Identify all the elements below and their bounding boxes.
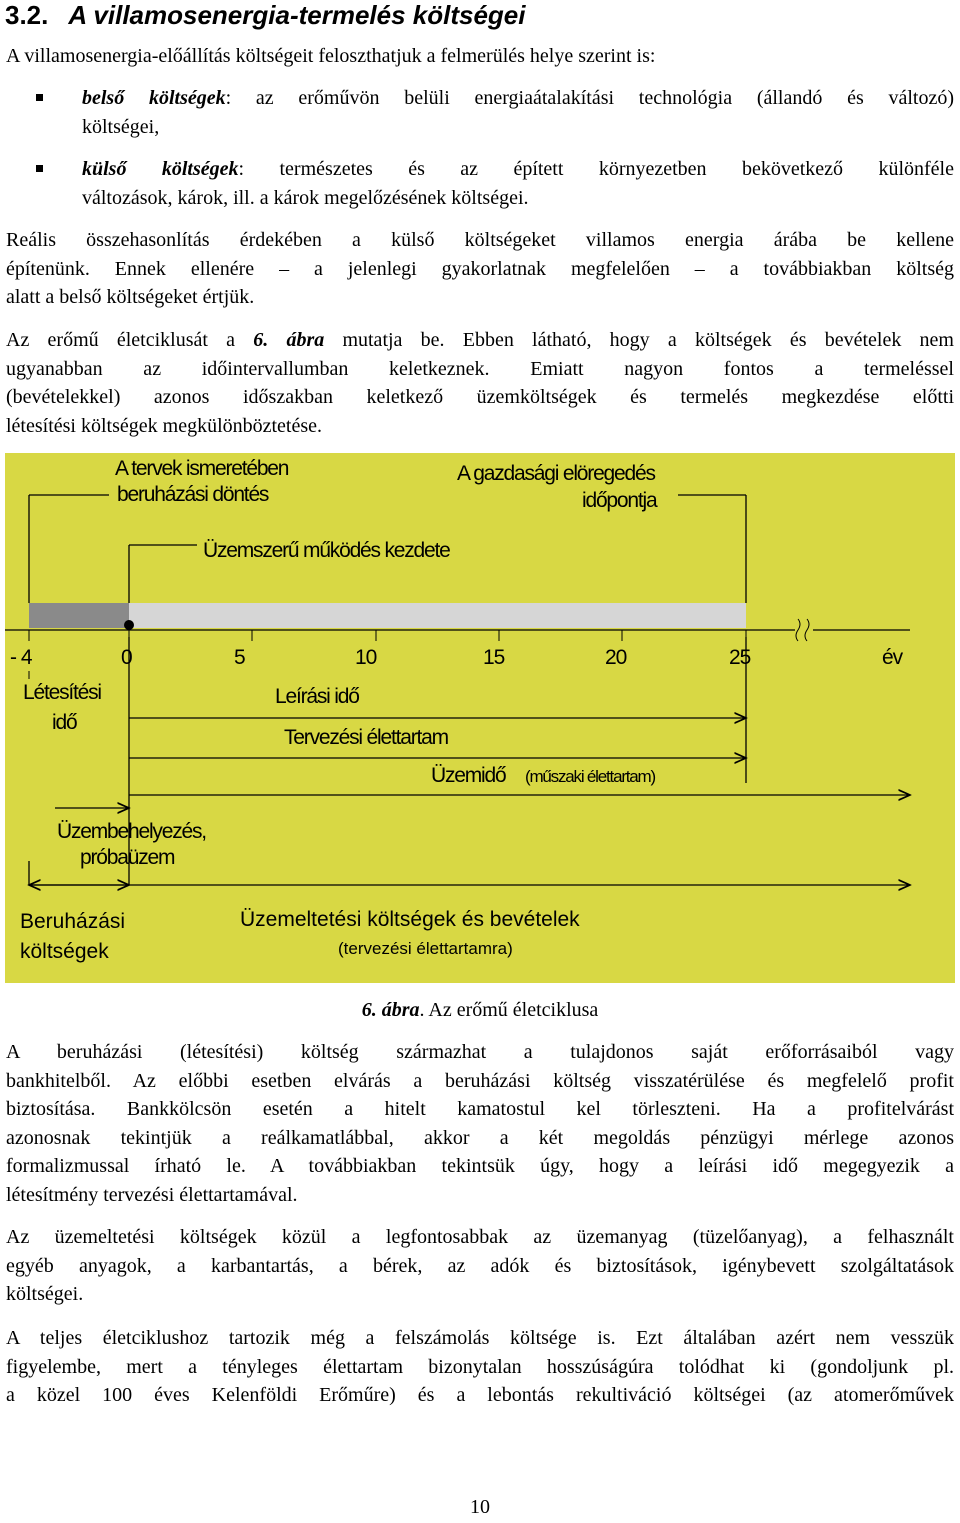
- label-investment-1: Beruházási: [20, 910, 126, 933]
- paragraph-external-costs: [6, 226, 954, 312]
- label-decision-1: A tervek ismeretében: [115, 457, 289, 480]
- text-line: építenünk. Ennek ellenére – a jelenlegi gyakorlatnak megfelelően – a továbbiakban költség: [6, 257, 954, 280]
- bullet-line: költségei,: [82, 115, 160, 138]
- text-fragment: Az erőmű életciklusát a: [6, 329, 254, 351]
- section-number: 3.2.: [5, 0, 49, 30]
- axis-break-icon: [796, 619, 809, 641]
- tick-label: 10: [355, 646, 377, 669]
- bullet-text: [82, 84, 954, 141]
- text-line: létesítési költségek megkülönböztetése.: [6, 414, 323, 437]
- tick-label-unit: év: [882, 646, 903, 669]
- label-decision-2: beruházási döntés: [117, 483, 269, 506]
- bar-operation: [129, 603, 746, 628]
- caption-text: . Az erőmű életciklusa: [419, 999, 599, 1021]
- section-title: A villamosenergia-termelés költségei: [68, 0, 526, 30]
- bullet-line: : természetes és az épített környezetben bekövetkező különféle: [238, 158, 954, 180]
- paragraph-operating-costs: [6, 1223, 954, 1309]
- text-line: egyéb anyagok, a karbantartás, a bérek, az adók és biztosítások, igénybevett szolgáltatások: [6, 1254, 954, 1277]
- text-fragment: mutatja be. Ebben látható, hogy a költségek és bevételek nem: [324, 329, 954, 351]
- tick-label: 0: [121, 646, 132, 669]
- text-line: (bevételekkel) azonos időszakban keletkező üzemköltségek és termelés megkezdése előtti: [6, 386, 954, 408]
- start-marker: [124, 620, 134, 630]
- label-operation-start: Üzemszerű működés kezdete: [203, 539, 450, 562]
- bullet-line: változások, károk, ill. a károk megelőzésének költségei.: [82, 186, 529, 209]
- text-line: bankhitelből. Az előbbi esetben elvárás a beruházási költség visszatérülése és megfelelő profit: [6, 1069, 954, 1092]
- bullet-term: belső költségek: [82, 87, 226, 109]
- paragraph-lifecycle: [6, 326, 954, 440]
- text-line: ugyanabban az időintervallumban keletkeznek. Emiatt nagyon fontos a termeléssel: [6, 357, 954, 380]
- label-operating-costs-sub: (tervezési élettartamra): [338, 939, 513, 958]
- text-line: Az üzemeltetési költségek közül a legfontosabbak az üzemanyag (tüzelőanyag), a felhasznált: [6, 1226, 954, 1248]
- label-aging-1: A gazdasági elöregedés: [457, 462, 655, 485]
- label-construction-1: Létesítési: [23, 681, 101, 704]
- tick-label: 15: [483, 646, 505, 669]
- tick-label: 5: [234, 646, 245, 669]
- lifecycle-figure: [5, 453, 955, 983]
- figure-caption: [0, 996, 960, 1024]
- bullet-square-icon: [36, 165, 43, 172]
- bullet-text: [82, 155, 954, 212]
- text-line: alatt a belső költségeket értjük.: [6, 286, 255, 308]
- bullet-term: külső költségek: [82, 158, 239, 180]
- label-design-life: Tervezési élettartam: [284, 726, 448, 749]
- text-line: azonosnak tekintjük a reálkamatlábbal, akkor a két megoldás pénzügyi mérlege azonos: [6, 1126, 954, 1149]
- caption-ref: 6. ábra: [361, 999, 420, 1021]
- label-writeoff: Leírási idő: [275, 685, 359, 708]
- label-aging-2: időpontja: [582, 489, 657, 512]
- bullet-square-icon: [36, 94, 43, 101]
- text-line: Reális összehasonlítás érdekében a külső költségeket villamos energia árába be kellene: [6, 229, 954, 251]
- tick-label: - 4: [10, 646, 32, 669]
- text-line: figyelembe, mert a tényleges élettartam bizonytalan hosszúságúra tolódhat ki (gondoljunk pl.: [6, 1355, 954, 1378]
- intro-text: A villamosenergia-előállítás költségeit feloszthatjuk a felmerülés helye szerint is:: [6, 45, 656, 67]
- text-line: A beruházási (létesítési) költség származhat a tulajdonos saját erőforrásaiból vagy: [6, 1041, 954, 1063]
- label-construction-2: idő: [52, 711, 77, 734]
- text-line: A teljes életciklushoz tartozik még a felszámolás költsége is. Ezt általában azért nem vesszük: [6, 1327, 954, 1349]
- text-line: létesítmény tervezési élettartamával.: [6, 1183, 298, 1206]
- bar-construction: [29, 603, 129, 628]
- text-line: költségei.: [6, 1283, 84, 1305]
- label-operating-costs: Üzemeltetési költségek és bevételek: [240, 908, 580, 931]
- text-line: formalizmussal írható le. A továbbiakban tekintsük úgy, hogy a leírási idő megegyezik a: [6, 1155, 954, 1177]
- paragraph-decommissioning: [6, 1324, 954, 1410]
- tick-label: 25: [729, 646, 751, 669]
- tick-label: 20: [605, 646, 627, 669]
- bullet-line: : az erőművön belüli energiaátalakítási technológia (állandó és változó): [225, 87, 954, 109]
- text-line: a közel 100 éves Kelenföldi Erőműre) és a lebontás rekultiváció költségei (az atomerőművek: [6, 1384, 954, 1406]
- section-heading: [5, 0, 526, 30]
- label-commissioning-1: Üzembehelyezés,: [57, 820, 206, 843]
- label-operating-time: Üzemidő: [431, 764, 506, 787]
- figure-reference: 6. ábra: [253, 329, 325, 351]
- lifecycle-diagram: [5, 453, 955, 983]
- page-number: 10: [470, 1496, 490, 1518]
- label-commissioning-2: próbaüzem: [80, 846, 175, 869]
- paragraph-investment: [6, 1038, 954, 1209]
- label-investment-2: költségek: [20, 940, 109, 963]
- label-technical-life: (műszaki élettartam): [525, 767, 655, 786]
- text-line: biztosítása. Bankkölcsön esetén a hitelt kamatostul kel törleszteni. Ha a profitelvárást: [6, 1098, 954, 1120]
